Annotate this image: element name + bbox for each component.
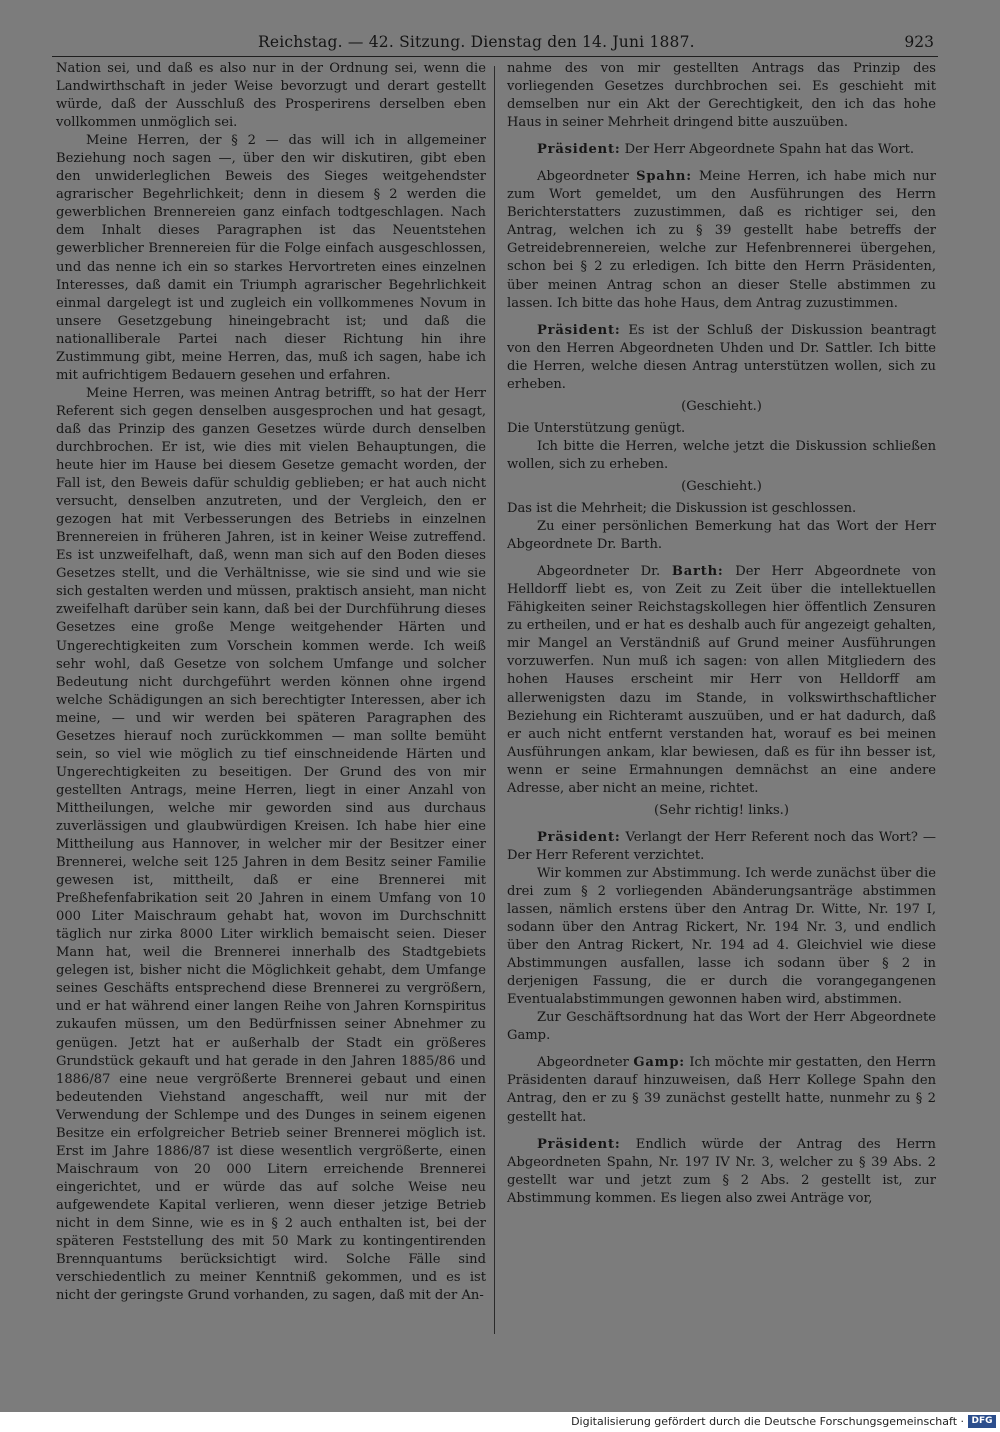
running-title: Reichstag. — 42. Sitzung. Dienstag den 14. Juni 1887. — [258, 33, 695, 51]
page-number: 923 — [904, 33, 934, 51]
paragraph: Zu einer persönlichen Bemerkung hat das Wort der Herr Abgeordnete Dr. Barth. — [507, 519, 936, 553]
speaker-label: Präsident: — [537, 142, 621, 158]
speech-text: Der Herr Abgeordnete von Helldorff liebt es, von Zeit zu Zeit über die intellektuellen Fähigkeiten seiner Reichstagskollegen hier öffentlich Zensuren zu ertheilen, und er hat es deshalb auch für angezeigt gehalten, mir Mangel an Verständniß auf Grund meiner Ausführungen vorzuwerfen. Nun muß ich sagen: von allen Mitgliedern des hohen Hauses erscheint mir Herr von Helldorff am allerwenigsten dazu im Stande, in volkswirthschaftlicher Beziehung ein Richteramt auszuüben, und er hat dadurch, daß er auch nicht entfernt verstanden hat, worauf es bei meinen Ausführungen ankam, klar bewiesen, daß es für ihn besser ist, wenn er seine Ermahnungen demnächst an eine andere Adresse, aber nicht an meine, richtet. — [507, 564, 936, 796]
funding-acknowledgement: Digitalisierung gefördert durch die Deutsche Forschungsgemeinschaft · — [571, 1415, 964, 1428]
speech — [507, 322, 936, 394]
paragraph: Die Unterstützung genügt. — [507, 420, 686, 436]
column-divider — [494, 66, 495, 1334]
speech — [507, 141, 936, 159]
left-column — [56, 60, 486, 1305]
paragraph: Ich bitte die Herren, welche jetzt die Diskussion schließen wollen, sich zu erheben. — [507, 438, 936, 472]
stage-direction: (Geschieht.) — [681, 398, 762, 414]
speaker-label: Spahn: — [636, 169, 692, 185]
stage-direction: (Geschieht.) — [681, 478, 762, 494]
paragraph: Zur Geschäftsordnung hat das Wort der Herr Abgeordnete Gamp. — [507, 1010, 936, 1044]
speech — [507, 1054, 936, 1126]
stage-direction: (Sehr richtig! links.) — [654, 802, 789, 818]
paragraph: Meine Herren, was meinen Antrag betrifft, so hat der Herr Referent sich gegen denselben ausgesprochen und hat gesagt, daß das Prinzip des ganzen Gesetzes würde durch denselben durchbrochen. Er ist, wie dies mit vielen Behauptungen, die heute hier im Hause bei diesem Gesetze gemacht worden, der Fall ist, den Beweis dafür schuldig geblieben; er hat auch nicht versucht, denselben anzutreten, und der Vergleich, den er gezogen hat mit Verbesserungen des Betriebs in einzelnen Brennereien in früheren Jahren, ist in keiner Weise zutreffend. Es ist unzweifelhaft, daß, wenn man sich auf den Boden dieses Gesetzes stellt, und die Verhältnisse, wie sie sind und wie sie sich gestalten werden und müssen, praktisch ansieht, man nicht zweifelhaft darüber sein kann, daß bei der Durchführung dieses Gesetzes eine große Menge weitgehender Härten und Ungerechtigkeiten zum Vorschein kommen werde. Ich weiß sehr wohl, daß Gesetze von solchem Umfange und solcher Bedeutung nicht durchgeführt werden können ohne irgend welche Schädigungen an sich berechtigter Interessen, aber ich meine, — und wir werden bei späteren Paragraphen des Gesetzes hierauf noch zurückkommen — man sollte bemüht sein, so viel wie möglich zu tief einschneidende Härten und Ungerechtigkeiten zu beseitigen. Der Grund des von mir gestellten Antrags, meine Herren, liegt in einer Anzahl von Mittheilungen, welche mir geworden sind aus durchaus zuverlässigen und glaubwürdigen Kreisen. Ich habe hier eine Mittheilung aus Hannover, in welcher mir der Besitzer einer Brennerei, welche seit 125 Jahren in dem Besitz seiner Familie gewesen ist, mittheilt, daß er eine Brennerei mit Preßhefenfabrikation seit 20 Jahren in einem Umfang von 10 000 Liter Maischraum gehabt hat, wovon im Durchschnitt täglich nur zirka 8000 Liter wirklich bemaischt seien. Dieser Mann hat, weil die Brennerei innerhalb des Stadtgebiets gelegen ist, bisher nicht die Möglichkeit gehabt, dem Umfange seines Geschäfts entsprechend diese Brennerei zu vergrößern, und er hat während einer langen Reihe von Jahren Kornspiritus zukaufen müssen, um den Bedürfnissen seiner Abnehmer zu genügen. Jetzt hat er außerhalb der Stadt ein größeres Grundstück gekauft und hat gerade in den Jahren 1885/86 und 1886/87 eine neue vergrößerte Brennerei gebaut und einen bedeutenden Viehstand angeschafft, weil nur mit der Verwendung der Schlempe und des Dunges in seinem eigenen Besitze ein erfolgreicher Betrieb seiner Brennerei möglich ist. Erst im Jahre 1886/87 ist diese wesentlich vergrößerte, einen Maischraum von 20 000 Litern erreichende Brennerei eingerichtet, und er würde das auf solche Weise neu aufgewendete Kapital verlieren, wenn dieser jetzige Betrieb nicht in dem Sinne, wie es in § 2 auch enthalten ist, bei der späteren Feststellung des mit 50 Mark zu kontingentirenden Brennquantums berücksichtigt wird. Solche Fälle sind verschiedentlich zu meiner Kenntniß gekommen, und es ist nicht der geringste Grund vorhanden, zu sagen, daß mit der An- — [56, 385, 486, 1304]
speech-text: Es ist der Schluß der Diskussion beantragt von den Herren Abgeordneten Uhden und Dr. Sattler. Ich bitte die Herren, welche diesen Antrag unterstützen wollen, sich zu erheben. — [507, 322, 936, 392]
speech — [507, 1136, 936, 1208]
speech — [507, 563, 936, 798]
speech — [507, 168, 936, 312]
speaker-lead: Abgeordneter Dr. — [537, 564, 672, 580]
speaker-lead: Abgeordneter — [537, 169, 637, 185]
paragraph: nahme des von mir gestellten Antrags das Prinzip des vorliegenden Gesetzes durchbrochen sei. Es geschieht mit demselben nur ein Akt der Gerechtigkeit, den ich das hohe Haus in seiner Mehrheit dringend bitte auszuüben. — [507, 61, 936, 131]
speaker-label: Präsident: — [537, 322, 621, 338]
speaker-label: Präsident: — [537, 829, 621, 845]
right-column — [507, 60, 936, 1208]
speaker-lead: Abgeordneter — [537, 1055, 634, 1071]
speaker-label: Barth: — [671, 564, 724, 580]
paragraph: Meine Herren, der § 2 — das will ich in allgemeiner Beziehung noch sagen —, über den wir diskutiren, gibt eben den unwiderleglichen Beweis des Sieges weitgehendster agrarischer Begehrlichkeit; denn in diesem § 2 werden die gewerblichen Brennereien ganz einfach todtgeschlagen. Nach dem Inhalt dieses Paragraphen ist das Neuentstehen gewerblicher Brennereien für die Folge einfach ausgeschlossen, und das nenne ich ein so starkes Hervortreten eines einzelnen Interesses, daß damit ein Triumph agrarischer Begehrlichkeit einmal dargelegt ist und zugleich ein vollkommenes Novum in unsere Gesetzgebung hineingebracht ist; und daß die nationalliberale Partei nach dieser Richtung hin ihre Zustimmung gibt, meine Herren, das, muß ich sagen, habe ich mit aufrichtigem Bedauern gesehen und erfahren. — [56, 133, 486, 383]
dfg-logo: DFG — [968, 1415, 996, 1428]
speech-text: Endlich würde der Antrag des Herrn Abgeordneten Spahn, Nr. 197 IV Nr. 3, welcher zu § 39 Abs. 2 gestellt war und jetzt zum § 2 Abs. 2 gestellt ist, zur Abstimmung kommen. Es liegen also zwei Anträge vor, — [507, 1136, 936, 1206]
speech — [507, 829, 936, 865]
paragraph: Nation sei, und daß es also nur in der Ordnung sei, wenn die Landwirthschaft in jeder Weise bevorzugt und derart gestellt würde, daß der Ausschluß des Prosperirens derselben eben vollkommen unmöglich sei. — [56, 61, 486, 131]
speech-text: Ich möchte mir gestatten, den Herrn Präsidenten darauf hinzuweisen, daß Herr Kollege Spahn den Antrag, den er zu § 39 zunächst gestellt hatte, nunmehr zu § 2 gestellt hat. — [507, 1055, 936, 1125]
speaker-label: Gamp: — [633, 1055, 685, 1071]
paragraph: Wir kommen zur Abstimmung. Ich werde zunächst über die drei zum § 2 vorliegenden Abänderungsanträge abstimmen lassen, nämlich erstens über den Antrag Dr. Witte, Nr. 197 I, sodann über den Antrag Rickert, Nr. 194 Nr. 3, und endlich über den Antrag Rickert, Nr. 194 ad 4. Gleichviel wie diese Abstimmungen ausfallen, lasse ich sodann über § 2 in derjenigen Fassung, die er durch die vorangegangenen Eventualabstimmungen gewonnen haben wird, abstimmen. — [507, 865, 936, 1008]
header-rule — [52, 56, 938, 57]
footer-bar — [0, 1412, 1000, 1432]
paragraph: Das ist die Mehrheit; die Diskussion ist geschlossen. — [507, 501, 857, 517]
speaker-label: Präsident: — [537, 1136, 621, 1152]
speech-text: Meine Herren, ich habe mich nur zum Wort gemeldet, um den Ausführungen des Herrn Berichterstatters zuzustimmen, daß es richtiger sei, den Antrag, welchen ich zu § 39 gestellt habe betreffs der Getreidebrennereien, welche zur Hefenbrennerei übergehen, schon bei § 2 zu erledigen. Ich bitte den Herrn Präsidenten, über meinen Antrag schon an dieser Stelle abstimmen zu lassen. Ich bitte das hohe Haus, dem Antrag zuzustimmen. — [507, 169, 936, 311]
speech-text: Der Herr Abgeordnete Spahn hat das Wort. — [620, 142, 915, 158]
speech-text: Verlangt der Herr Referent noch das Wort? — Der Herr Referent verzichtet. — [507, 829, 936, 863]
